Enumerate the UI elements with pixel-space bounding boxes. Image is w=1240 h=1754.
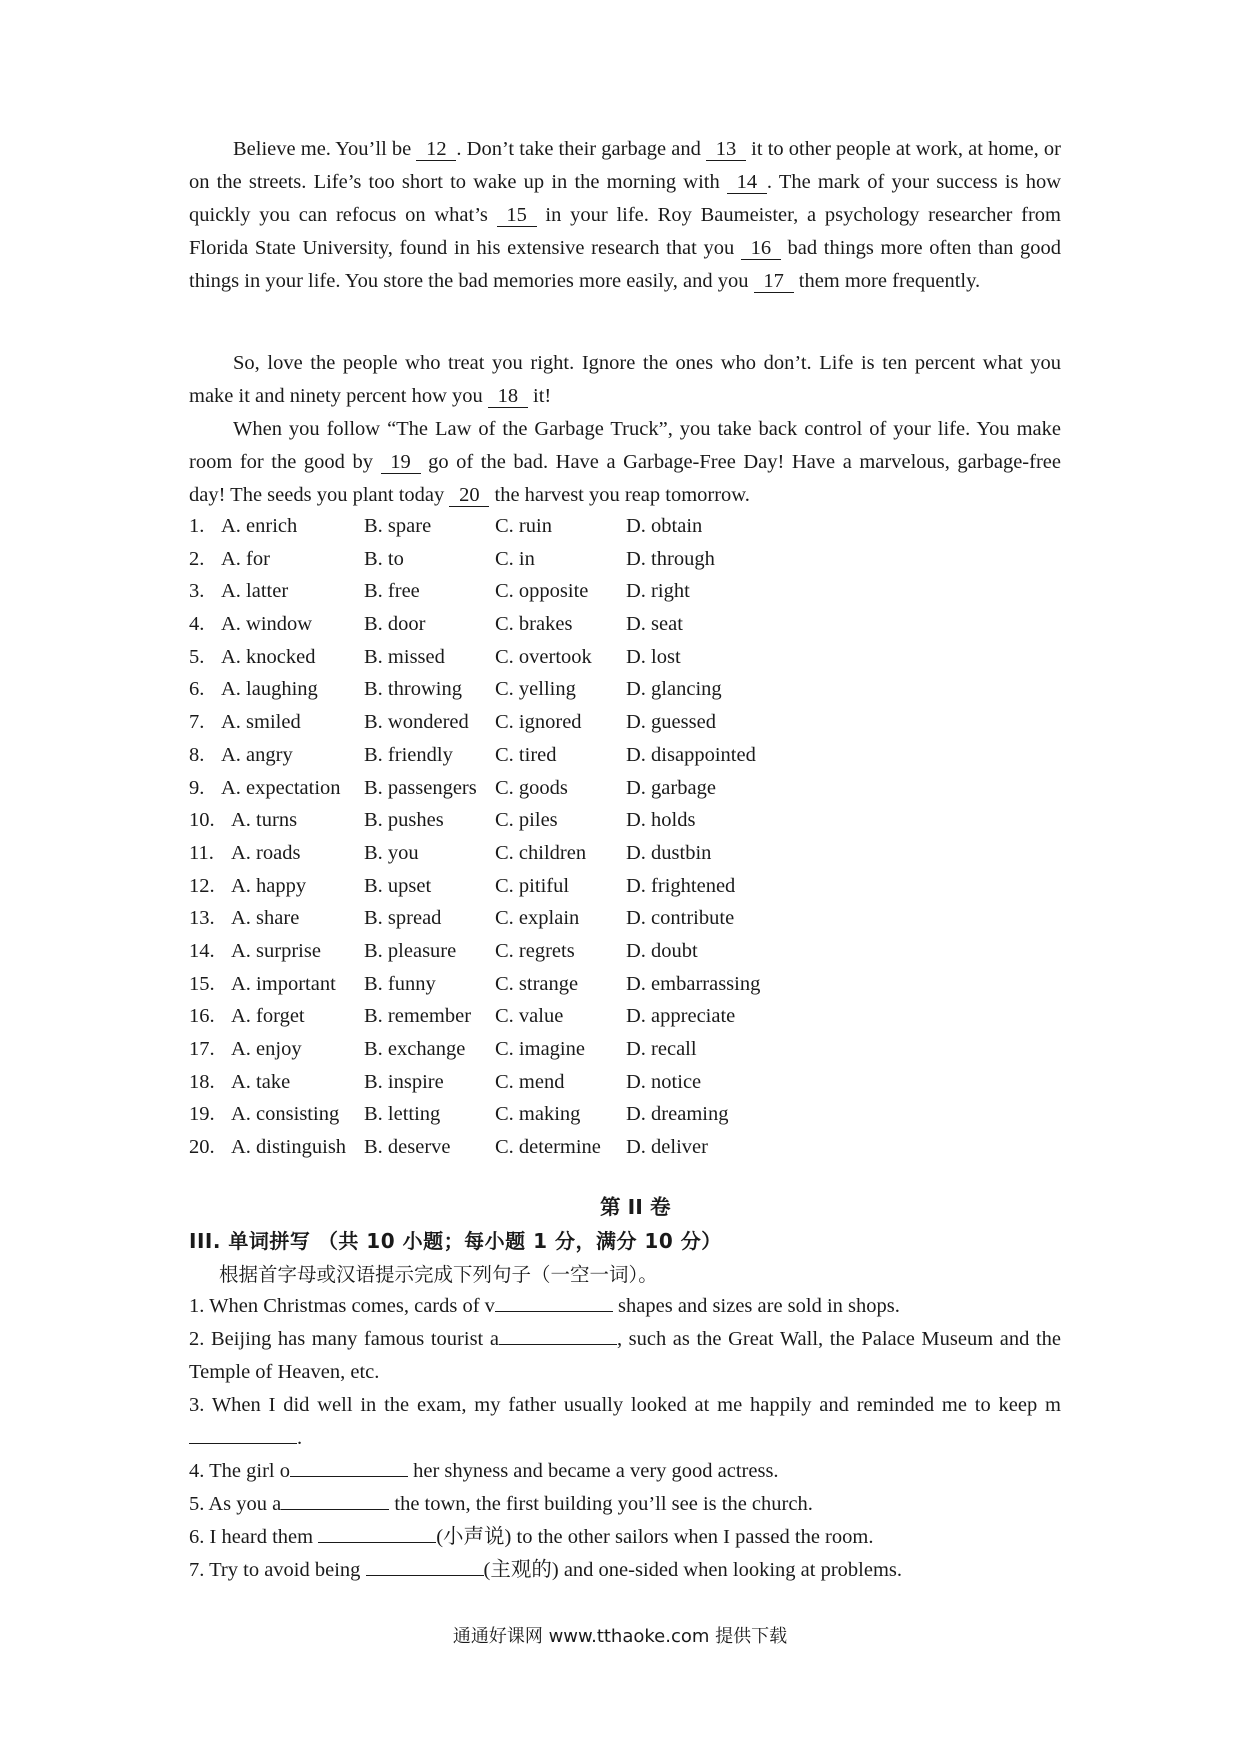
answer-blank[interactable] [189,1443,297,1444]
passage-text: them more frequently. [793,270,981,292]
option-a[interactable]: A. take [231,1070,291,1093]
question-number: 3. [189,580,205,603]
passage-text: . Don’t take their garbage and [456,138,707,160]
section-instruction: 根据首字母或汉语提示完成下列句子（一空一词）。 [219,1263,658,1286]
passage-text: go of the bad. Have a Garbage-Free Day! Have a marvelous, garbage-free day! The seeds you plant today [189,451,1061,506]
option-d[interactable]: D. holds [626,809,696,832]
blank-18: 18 [488,385,528,408]
question-number: 2. [189,547,205,570]
option-a[interactable]: A. expectation [221,776,341,799]
option-d[interactable]: D. dreaming [626,1103,729,1126]
passage-text: So, love the people who treat you right. Ignore the ones who don’t. Life is ten percent what you make it and ninety percent how you [189,352,1061,407]
answer-blank[interactable] [495,1311,613,1312]
option-row [189,1066,1061,1099]
option-c[interactable]: C. imagine [495,1038,585,1060]
question-number: 15. [189,972,215,995]
spelling-item-6 [189,1521,1061,1554]
question-number: 8. [189,743,205,766]
question-number: 5. [189,645,205,668]
blank-20: 20 [449,484,489,507]
item-text: , such as the Great Wall, the Palace Museum and the Temple of Heaven, etc. [189,1328,1061,1383]
option-c[interactable]: C. in [495,547,535,570]
option-c[interactable]: C. ignored [495,711,582,734]
option-d[interactable]: D. notice [626,1070,702,1093]
option-a[interactable]: A. enrich [221,515,298,537]
option-row [189,870,1061,903]
spelling-item-7 [189,1554,1061,1587]
option-d[interactable]: D. embarrassing [626,972,761,995]
option-b[interactable]: B. remember [364,1005,472,1028]
option-b[interactable]: B. pleasure [364,939,457,962]
passage-text: . The mark of your success is how quickly you can refocus on what’s [189,171,1061,226]
question-number: 6. [189,678,205,701]
option-row [189,706,1061,739]
passage-text: in your life. Roy Baumeister, a psychology researcher from Florida State University, found in his extensive research that you [189,204,1061,259]
item-text: (主观的) and one-sided when looking at problems. [483,1559,903,1581]
question-number: 11. [189,841,214,864]
option-row [189,968,1061,1001]
question-number: 18. [189,1070,215,1093]
option-a[interactable]: A. enjoy [231,1038,302,1060]
option-a[interactable]: A. happy [231,874,307,897]
option-b[interactable]: B. pushes [364,809,444,832]
answer-blank[interactable] [318,1542,436,1543]
option-d[interactable]: D. seat [626,613,683,636]
option-a[interactable]: A. knocked [221,645,316,668]
option-row [189,902,1061,935]
option-b[interactable]: B. funny [364,972,436,995]
option-b[interactable]: B. inspire [364,1070,444,1093]
question-number: 19. [189,1103,215,1126]
option-c[interactable]: C. ruin [495,515,552,537]
item-text: shapes and sizes are sold in shops. [612,1295,900,1317]
passage-text: Believe me. You’ll be [233,138,417,160]
passage-paragraph-1 [189,133,1061,298]
option-a[interactable]: A. share [231,907,300,930]
option-a[interactable]: A. forget [231,1005,305,1028]
option-c[interactable]: C. piles [495,809,558,832]
option-b[interactable]: B. deserve [364,1136,451,1159]
option-row [189,575,1061,608]
option-row [189,935,1061,968]
option-row [189,772,1061,805]
option-b[interactable]: B. passengers [364,776,477,799]
option-b[interactable]: B. wondered [364,711,469,734]
passage-text: it! [527,385,552,407]
option-row [189,837,1061,870]
option-a[interactable]: A. window [221,613,313,636]
option-row [189,510,1061,543]
spelling-item-4 [189,1455,1061,1488]
option-c[interactable]: C. overtook [495,645,592,668]
question-number: 17. [189,1038,215,1060]
option-d[interactable]: D. disappointed [626,743,756,766]
option-c[interactable]: C. regrets [495,939,575,962]
option-a[interactable]: A. distinguish [231,1136,347,1159]
option-b[interactable]: B. upset [364,874,432,897]
option-row [189,673,1061,706]
question-number: 10. [189,809,215,832]
question-number: 7. [189,711,205,734]
item-text: 2. Beijing has many famous tourist a [189,1328,499,1350]
question-number: 20. [189,1136,215,1159]
spelling-item-5 [189,1488,1061,1521]
option-row [189,1098,1061,1131]
option-c[interactable]: C. explain [495,907,580,930]
option-c[interactable]: C. pitiful [495,874,570,897]
option-row [189,1131,1061,1164]
passage-text: the harvest you reap tomorrow. [489,484,750,506]
item-text: the town, the first building you’ll see is the church. [389,1493,813,1515]
spelling-items [189,1290,1061,1587]
passage-text: it to other people at work, at home, or on the streets. Life’s too short to wake up in the morning with [189,138,1061,193]
footer-credit: 通通好课网 www.tthaoke.com 提供下载 [452,1626,788,1647]
option-b[interactable]: B. spread [364,907,442,930]
blank-19: 19 [381,451,421,474]
option-row [189,1000,1061,1033]
question-number: 16. [189,1005,215,1028]
option-c[interactable]: C. tired [495,743,557,766]
option-b[interactable]: B. free [364,580,420,603]
option-row [189,641,1061,674]
option-row [189,739,1061,772]
option-c[interactable]: C. making [495,1103,581,1126]
option-c[interactable]: C. value [495,1005,564,1028]
passage-paragraph-3 [189,413,1061,512]
item-text: 7. Try to avoid being [189,1559,366,1581]
option-c[interactable]: C. children [495,841,587,864]
option-a[interactable]: A. laughing [221,678,318,701]
option-d[interactable]: D. contribute [626,907,735,930]
answer-blank[interactable] [281,1509,389,1510]
blank-12: 12 [416,138,456,161]
option-a[interactable]: A. surprise [231,939,321,962]
option-b[interactable]: B. throwing [364,678,462,701]
option-d[interactable]: D. garbage [626,776,716,799]
item-text: her shyness and became a very good actress. [407,1460,779,1482]
option-b[interactable]: B. missed [364,645,445,668]
blank-14: 14 [727,171,767,194]
item-text: (小声说) to the other sailors when I passed the room. [436,1526,874,1548]
option-row [189,608,1061,641]
answer-blank[interactable] [499,1344,617,1345]
option-c[interactable]: C. opposite [495,580,589,603]
answer-blank[interactable] [290,1476,408,1477]
option-row [189,543,1061,576]
option-a[interactable]: A. smiled [221,711,301,734]
option-d[interactable]: D. frightened [626,874,736,897]
spelling-item-2 [189,1323,1061,1389]
option-b[interactable]: B. spare [364,515,432,537]
passage-text: bad things more often than good things in your life. You store the bad memories more easily, and you [189,237,1061,292]
option-a[interactable]: A. angry [221,743,293,766]
option-d[interactable]: D. appreciate [626,1005,736,1028]
option-d[interactable]: D. guessed [626,711,716,734]
option-b[interactable]: B. friendly [364,743,453,766]
option-a[interactable]: A. turns [231,809,298,832]
question-number: 12. [189,874,215,897]
option-row [189,1033,1061,1066]
answer-blank[interactable] [366,1575,484,1576]
question-number: 14. [189,939,215,962]
option-c[interactable]: C. strange [495,972,579,995]
option-c[interactable]: C. yelling [495,678,576,701]
item-text: . [297,1427,303,1449]
option-c[interactable]: C. goods [495,776,568,799]
question-number: 1. [189,515,205,537]
option-d[interactable]: D. glancing [626,678,722,701]
option-a[interactable]: A. latter [221,580,289,603]
option-a[interactable]: A. important [231,972,336,995]
passage-paragraph-2 [189,347,1061,413]
blank-13: 13 [706,138,746,161]
blank-15: 15 [497,204,537,227]
option-c[interactable]: C. brakes [495,613,573,636]
option-d[interactable]: D. doubt [626,939,698,962]
blank-17: 17 [754,270,794,293]
option-row [189,804,1061,837]
question-number: 13. [189,907,215,930]
option-d[interactable]: D. through [626,547,715,570]
question-number: 9. [189,776,205,799]
option-a[interactable]: A. consisting [231,1103,340,1126]
option-b[interactable]: B. to [364,547,404,570]
option-a[interactable]: A. for [221,547,270,570]
option-b[interactable]: B. you [364,841,419,864]
spelling-item-3 [189,1389,1061,1455]
option-d[interactable]: D. deliver [626,1136,708,1159]
answer-options-list [189,510,1061,1164]
section-heading: III. 单词拼写 （共 10 小题；每小题 1 分，满分 10 分） [189,1229,722,1253]
passage-text: When you follow “The Law of the Garbage Truck”, you take back control of your life. You make room for the good by [189,418,1061,473]
item-text: 1. When Christmas comes, cards of v [189,1295,495,1317]
option-d[interactable]: D. recall [626,1038,697,1060]
option-d[interactable]: D. right [626,580,690,603]
option-d[interactable]: D. dustbin [626,841,712,864]
option-b[interactable]: B. letting [364,1103,441,1126]
item-text: 4. The girl o [189,1460,290,1482]
item-text: 5. As you a [189,1493,282,1515]
item-text: 3. When I did well in the exam, my father usually looked at me happily and reminded me to keep m [189,1394,1061,1416]
question-number: 4. [189,613,205,636]
spelling-item-1 [189,1290,1061,1323]
option-d[interactable]: D. obtain [626,515,703,537]
option-b[interactable]: B. exchange [364,1038,466,1060]
option-c[interactable]: C. mend [495,1070,565,1093]
item-text: 6. I heard them [189,1526,319,1548]
part-title: 第 II 卷 [600,1195,671,1219]
blank-16: 16 [741,237,781,260]
option-a[interactable]: A. roads [231,841,301,864]
option-c[interactable]: C. determine [495,1136,601,1159]
option-d[interactable]: D. lost [626,645,681,668]
option-b[interactable]: B. door [364,613,426,636]
